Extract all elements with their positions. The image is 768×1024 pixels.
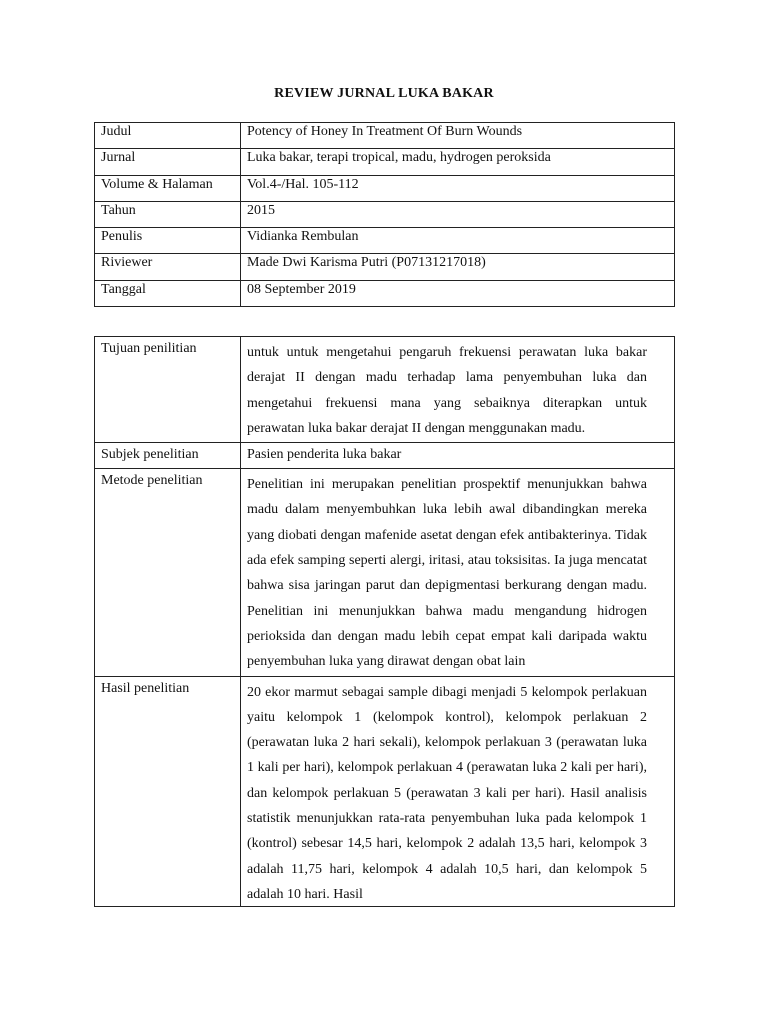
table-row <box>95 676 675 906</box>
row-value: untuk untuk mengetahui pengaruh frekuensi perawatan luka bakar derajat II dengan madu terhadap lama penyembuhan luka dan mengetahui frekuensi mana yang sebaiknya diterapkan untuk perawatan luka bakar derajat II dengan menggunakan madu. <box>241 337 675 443</box>
row-label: Tahun <box>95 201 241 227</box>
row-value: Pasien penderita luka bakar <box>241 443 675 469</box>
row-value: Vol.4-/Hal. 105-112 <box>241 175 675 201</box>
row-label: Subjek penelitian <box>95 443 241 469</box>
row-label: Riviewer <box>95 254 241 280</box>
row-label: Judul <box>95 123 241 149</box>
row-label: Metode penelitian <box>95 469 241 676</box>
row-value: Made Dwi Karisma Putri (P07131217018) <box>241 254 675 280</box>
document-title: REVIEW JURNAL LUKA BAKAR <box>274 86 494 101</box>
row-value: Penelitian ini merupakan penelitian prospektif menunjukkan bahwa madu dalam menyembuhkan luka lebih awal dibandingkan mereka yang diobati dengan mafenide asetat dengan efek antibakterinya. Tidak ada efek samping seperti alergi, iritasi, atau toksisitas. Ia juga mencatat bahwa sisa jaringan parut dan depigmentasi berkurang dengan madu. Penelitian ini menunjukkan bahwa madu mengandung hidrogen perioksida dan dengan madu lebih cepat empat kali daripada waktu penyembuhan luka yang dirawat dengan obat lain <box>241 469 675 676</box>
journal-info-table <box>94 122 675 307</box>
row-value: Potency of Honey In Treatment Of Burn Wounds <box>241 123 675 149</box>
table-row <box>95 123 675 149</box>
table-row <box>95 175 675 201</box>
row-label: Jurnal <box>95 149 241 175</box>
table-row <box>95 443 675 469</box>
table-row <box>95 469 675 676</box>
row-label: Tujuan penilitian <box>95 337 241 443</box>
row-label: Volume & Halaman <box>95 175 241 201</box>
row-value: 2015 <box>241 201 675 227</box>
row-label: Penulis <box>95 228 241 254</box>
row-value: Luka bakar, terapi tropical, madu, hydrogen peroksida <box>241 149 675 175</box>
table-row <box>95 228 675 254</box>
row-value: Vidianka Rembulan <box>241 228 675 254</box>
table-row <box>95 280 675 306</box>
row-value-container <box>241 676 675 906</box>
table-row <box>95 149 675 175</box>
review-table <box>94 336 675 907</box>
row-value: 08 September 2019 <box>241 280 675 306</box>
row-label: Hasil penelitian <box>95 676 241 906</box>
table-row <box>95 254 675 280</box>
table-row <box>95 201 675 227</box>
row-value: 20 ekor marmut sebagai sample dibagi menjadi 5 kelompok perlakuan yaitu kelompok 1 (kelompok kontrol), kelompok perlakuan 2 (perawatan luka 2 hari sekali), kelompok perlakuan 3 (perawatan luka 1 kali per hari), kelompok perlakuan 4 (perawatan luka 2 kali per hari), dan kelompok perlakuan 5 (perawatan 3 kali per hari). Hasil analisis statistik menunjukkan rata-rata penyembuhan luka pada kelompok 1 (kontrol) sebesar 14,5 hari, kelompok 2 adalah 13,5 hari, kelompok 3 adalah 11,75 hari, kelompok 4 adalah 10,5 hari, dan kelompok 5 adalah 10 hari. Hasil <box>247 684 647 902</box>
row-label: Tanggal <box>95 280 241 306</box>
table-row <box>95 337 675 443</box>
